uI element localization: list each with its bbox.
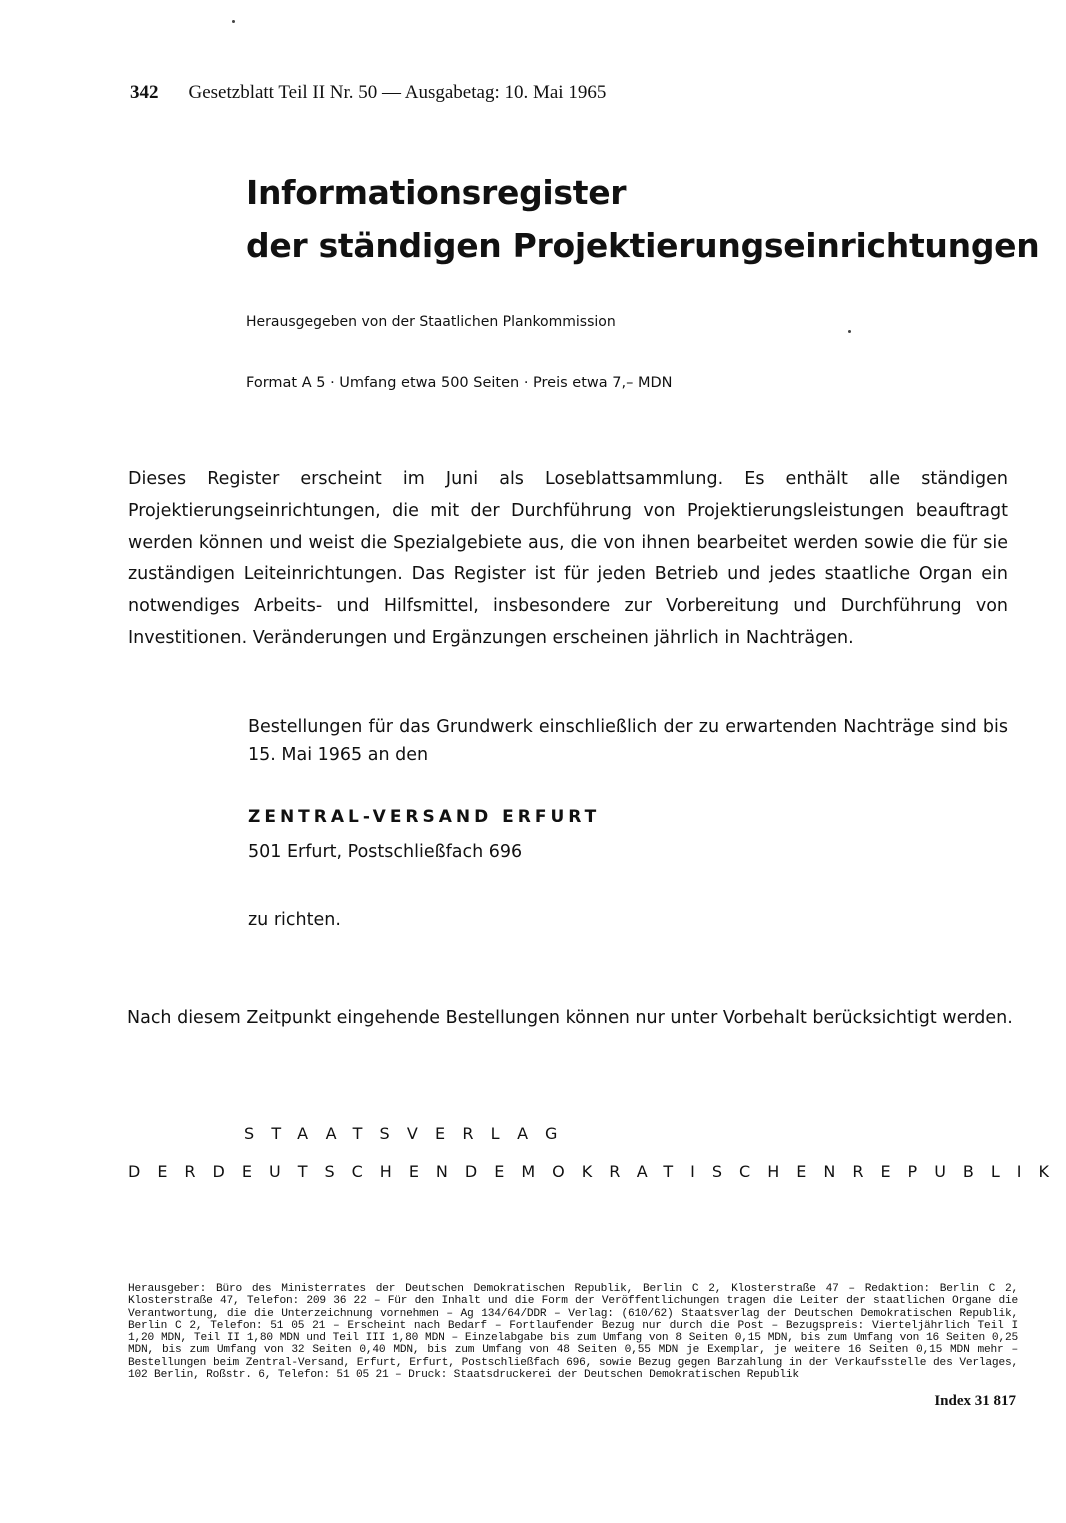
ddr-word: DER xyxy=(128,1162,213,1181)
description-paragraph: Dieses Register erscheint im Juni als Loseblattsammlung. Es enthält alle ständigen Projektierungseinrichtungen, die mit der Durchführung von Projektierungsleistungen beauftragt werden können und weist die Spezialgebiete aus, die von ihnen bearbeitet werden sowie die für sie zuständigen Leiteinrichtungen. Das Register ist für jeden Betrieb und jedes staatliche Organ ein notwendiges Arbeits- und Hilfsmittel, insbesondere zur Vorbereitung und Durchführung von Investitionen. Veränderungen und Ergänzungen erscheinen jährlich in Nachträgen. xyxy=(128,469,1008,648)
print-speck xyxy=(848,330,851,333)
publication-line: Gesetzblatt Teil II Nr. 50 — Ausgabetag: 10. Mai 1965 xyxy=(188,82,607,103)
imprint-block: Herausgeber: Büro des Ministerrates der Deutschen Demokratischen Republik, Berlin C 2, Klosterstraße 47 – Redaktion: Berlin C 2, Klosterstraße 47, Telefon: 209 36 22 – Für den Inhalt und die Form der Veröffentlichungen tragen die Leiter der staatlichen Organe die Verantwortung, die die Unterzeichnung vornehmen – Ag 134/64/DDR – Verlag: (610/62) Staatsverlag der Deutschen Demokratischen Republik, Berlin C 2, Telefon: 51 05 21 – Erscheint nach Bedarf – Fortlaufender Bezug nur durch die Post – Bezugspreis: Vierteljährlich Teil I 1,20 MDN, Teil II 1,80 MDN und Teil III 1,80 MDN – Einzelabgabe bis zum Umfang von 8 Seiten 0,15 MDN, bis zum Umfang von 16 Seiten 0,25 MDN, bis zum Umfang von 32 Seiten 0,40 MDN, bis zum Umfang von 48 Seiten 0,55 MDN je Exemplar, je weitere 16 Seiten 0,15 MDN mehr – Bestellungen beim Zentral-Versand, Erfurt, Erfurt, Postschließfach 696, sowie Bezug gegen Barzahlung in der Verkaufsstelle des Verlages, 102 Berlin, Roßstr. 6, Telefon: 51 05 21 – Druck: Staatsdruckerei der Deutschen Demokratischen Republik xyxy=(128,1283,1018,1382)
ddr-word: DEMOKRATISCHEN xyxy=(464,1162,853,1181)
publisher-name-line-2 xyxy=(128,1162,1066,1181)
ddr-word: REPUBLIK xyxy=(852,1162,1066,1181)
order-instructions: Bestellungen für das Grundwerk einschließlich der zu erwartenden Nachträge sind bis 15. Mai 1965 an den xyxy=(248,717,1008,765)
running-header xyxy=(130,82,810,104)
title-line-1: Informationsregister xyxy=(246,173,627,212)
vendor-address: 501 Erfurt, Postschließfach 696 xyxy=(248,842,523,862)
deadline-notice: Nach diesem Zeitpunkt eingehende Bestellungen können nur unter Vorbehalt berücksichtigt werden. xyxy=(127,1008,1013,1028)
index-number: Index 31 817 xyxy=(934,1393,1016,1409)
vendor-name: ZENTRAL-VERSAND ERFURT xyxy=(248,807,601,827)
order-closing: zu richten. xyxy=(248,910,341,930)
print-speck xyxy=(232,20,235,23)
title-line-2: der ständigen Projektierungseinrichtungen xyxy=(246,226,1040,265)
publisher-line: Herausgegeben von der Staatlichen Plankommission xyxy=(246,314,616,330)
page-number: 342 xyxy=(130,82,159,103)
format-line: Format A 5 · Umfang etwa 500 Seiten · Preis etwa 7,– MDN xyxy=(246,375,673,391)
ddr-word: DEUTSCHEN xyxy=(212,1162,465,1181)
publisher-name-line-1: STAATSVERLAG xyxy=(244,1124,575,1143)
